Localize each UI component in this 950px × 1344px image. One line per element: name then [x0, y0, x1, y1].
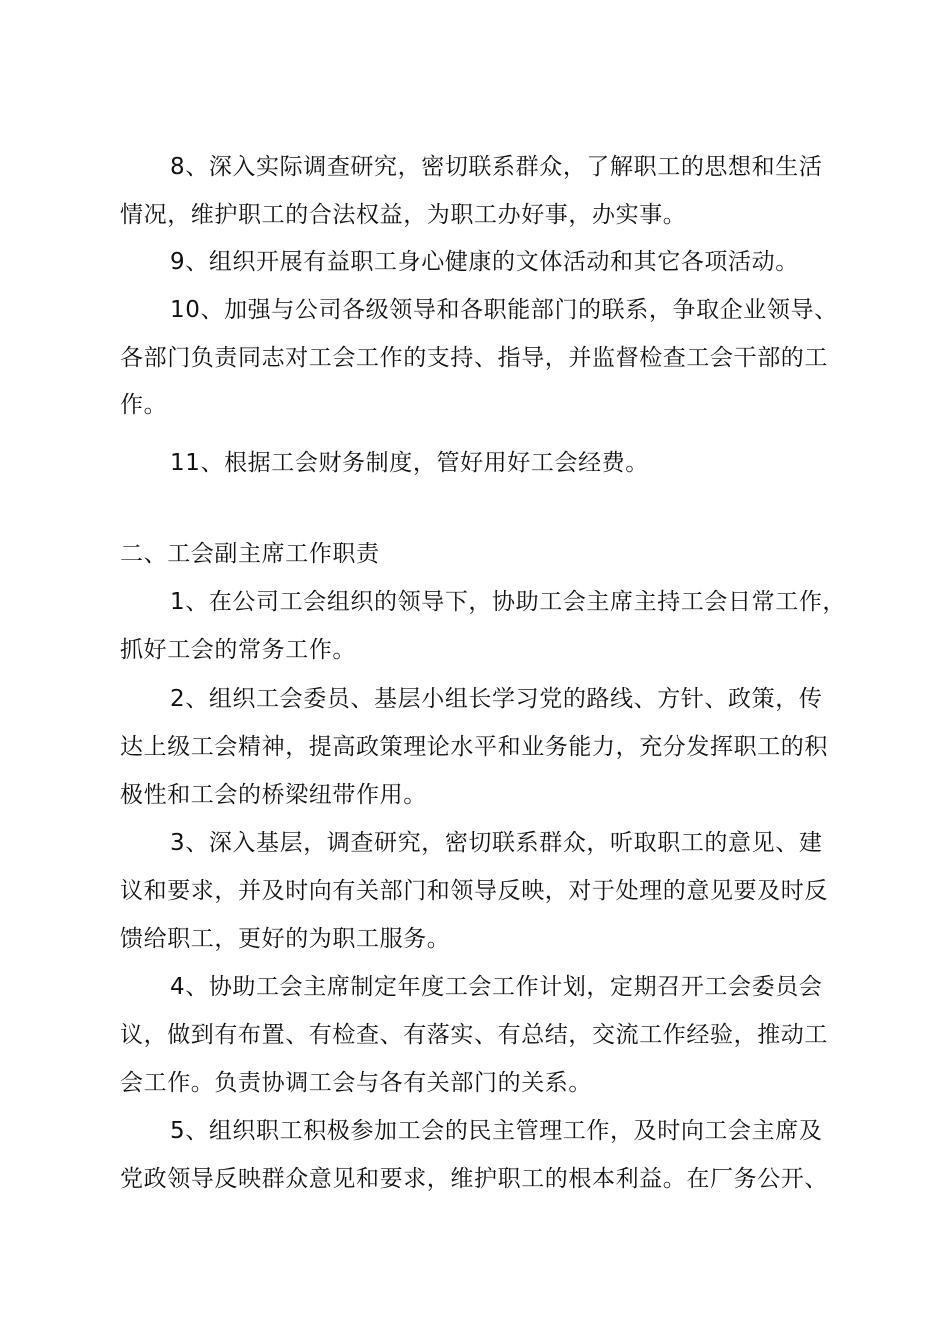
paragraph-line: 议和要求，并及时向有关部门和领导反映，对于处理的意见要及时反 — [120, 878, 828, 904]
paragraph-line: 馈给职工，更好的为职工服务。 — [120, 926, 451, 952]
paragraph-line: 情况，维护职工的合法权益，为职工办好事，办实事。 — [120, 202, 687, 228]
paragraph-line: 会工作。负责协调工会与各有关部门的关系。 — [120, 1070, 592, 1096]
paragraph-line: 8、深入实际调查研究，密切联系群众，了解职工的思想和生活 — [170, 154, 823, 180]
paragraph-line: 极性和工会的桥梁纽带作用。 — [120, 782, 427, 808]
paragraph-line: 1、在公司工会组织的领导下，协助工会主席主持工会日常工作， — [170, 589, 847, 615]
paragraph-line: 9、组织开展有益职工身心健康的文体活动和其它各项活动。 — [170, 249, 799, 275]
paragraph-line: 达上级工会精神，提高政策理论水平和业务能力，充分发挥职工的积 — [120, 734, 828, 760]
paragraph-line: 5、组织职工积极参加工会的民主管理工作，及时向工会主席及 — [170, 1118, 823, 1144]
paragraph-line: 作。 — [120, 392, 168, 418]
section-heading: 二、工会副主席工作职责 — [120, 541, 380, 567]
paragraph-line: 10、加强与公司各级领导和各职能部门的联系，争取企业领导、 — [170, 297, 838, 323]
paragraph-line: 议，做到有布置、有检查、有落实、有总结，交流工作经验，推动工 — [120, 1022, 828, 1048]
paragraph-line: 党政领导反映群众意见和要求，维护职工的根本利益。在厂务公开、 — [120, 1166, 828, 1192]
paragraph-line: 2、组织工会委员、基层小组长学习党的路线、方针、政策，传 — [170, 686, 823, 712]
paragraph-line: 4、协助工会主席制定年度工会工作计划，定期召开工会委员会 — [170, 974, 823, 1000]
paragraph-line: 3、深入基层，调查研究，密切联系群众，听取职工的意见、建 — [170, 830, 823, 856]
paragraph-line: 抓好工会的常务工作。 — [120, 637, 356, 663]
paragraph-line: 11、根据工会财务制度，管好用好工会经费。 — [170, 450, 649, 476]
paragraph-line: 各部门负责同志对工会工作的支持、指导，并监督检查工会干部的工 — [120, 345, 828, 371]
